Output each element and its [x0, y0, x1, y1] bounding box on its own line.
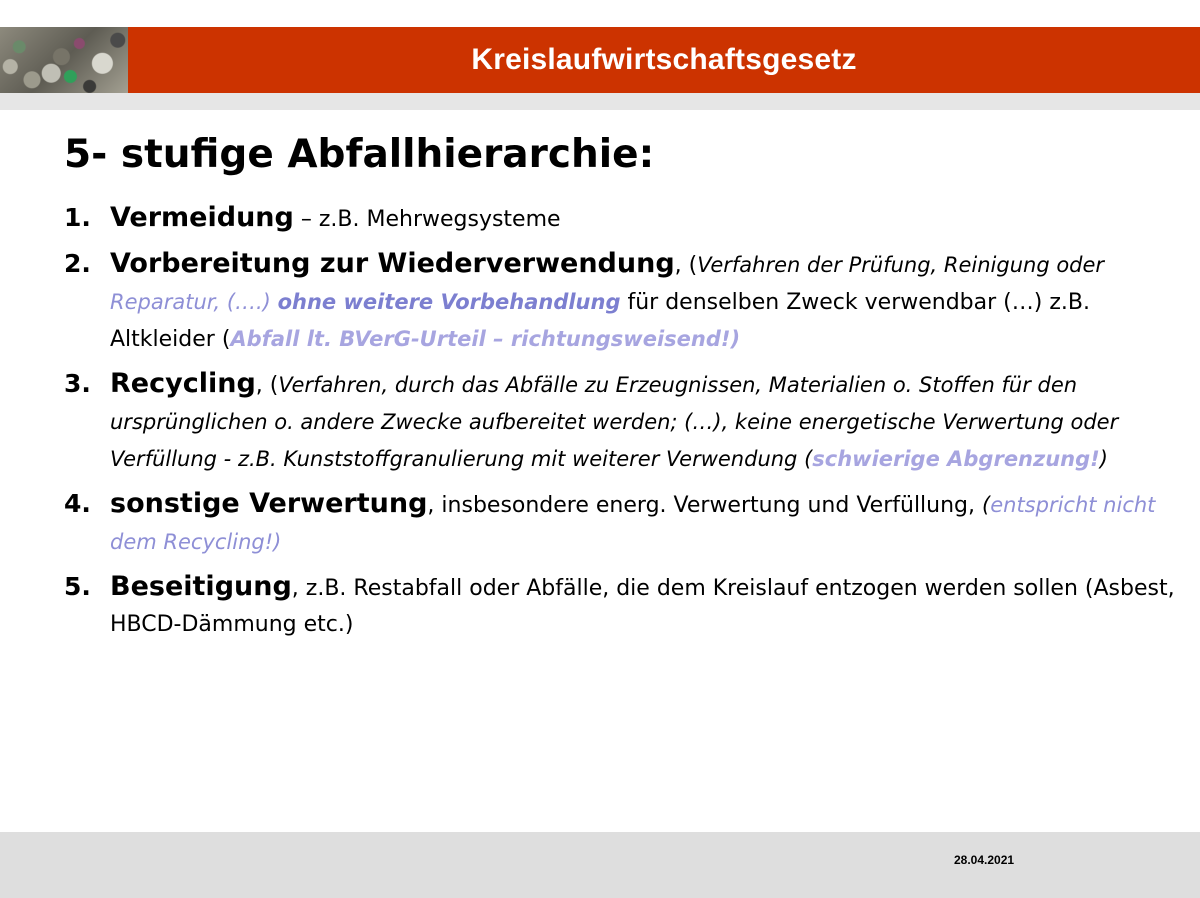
item-number: 4. — [64, 489, 91, 518]
item-term: Vermeidung — [110, 202, 294, 233]
item-number: 1. — [64, 203, 91, 232]
item-description-highlight: Reparatur, (….) — [110, 290, 278, 314]
item-term: Beseitigung — [110, 571, 292, 602]
item-description-continued: für denselben Zweck verwendbar (…) z.B. Altkleider ( — [110, 290, 1090, 352]
item-term: sonstige Verwertung — [110, 488, 428, 519]
list-item-4 — [64, 486, 1184, 561]
main-heading: 5- stufige Abfallhierarchie: — [64, 132, 655, 177]
item-number: 2. — [64, 249, 91, 278]
item-separator: , — [427, 493, 442, 518]
title-bar — [128, 27, 1200, 93]
item-note: schwierige Abgrenzung! — [812, 447, 1100, 471]
item-note-open: ( — [982, 493, 991, 517]
item-term: Vorbereitung zur Wiederverwendung — [110, 248, 675, 279]
item-description-emphasis: ohne weitere Vorbehandlung — [277, 290, 621, 314]
item-note: entspricht nicht dem Recycling!) — [110, 493, 1156, 554]
item-description: insbesondere energ. Verwertung und Verfüllung, — [441, 493, 983, 518]
item-separator: , ( — [674, 253, 698, 278]
item-number: 3. — [64, 369, 91, 398]
waste-materials-image — [0, 27, 128, 93]
footer-date: 28.04.2021 — [954, 853, 1015, 867]
item-description: Verfahren, durch das Abfälle zu Erzeugnissen, Materialien o. Stoffen für den ursprünglichen o. andere Zwecke aufbereitet werden; (…), keine energetische Verwertung oder Verfüllung - z.B. Kunststoffgranulierung mit weiterer Verwendung ( — [110, 373, 1119, 471]
item-separator: – — [293, 207, 319, 232]
item-separator: , — [291, 576, 306, 601]
slide-title: Kreislaufwirtschaftsgesetz — [471, 43, 857, 76]
item-term: Recycling — [110, 368, 256, 399]
item-description: Verfahren der Prüfung, Reinigung oder — [697, 253, 1105, 277]
header-divider-strip — [0, 93, 1200, 110]
item-description: z.B. Restabfall oder Abfälle, die dem Kreislauf entzogen werden sollen (Asbest, HBCD-Dämmung etc.) — [110, 576, 1175, 637]
list-item-5 — [64, 569, 1184, 643]
item-description-close: ) — [1099, 447, 1108, 471]
list-item-2 — [64, 246, 1184, 358]
waste-hierarchy-list — [64, 200, 1184, 651]
list-item-1 — [64, 200, 1184, 238]
item-note: Abfall lt. BVerG-Urteil – richtungsweisend!) — [230, 327, 741, 351]
item-number: 5. — [64, 572, 91, 601]
list-item-3 — [64, 366, 1184, 478]
item-description: z.B. Mehrwegsysteme — [318, 207, 561, 232]
footer-bar — [0, 832, 1200, 898]
item-separator: , ( — [255, 373, 279, 398]
